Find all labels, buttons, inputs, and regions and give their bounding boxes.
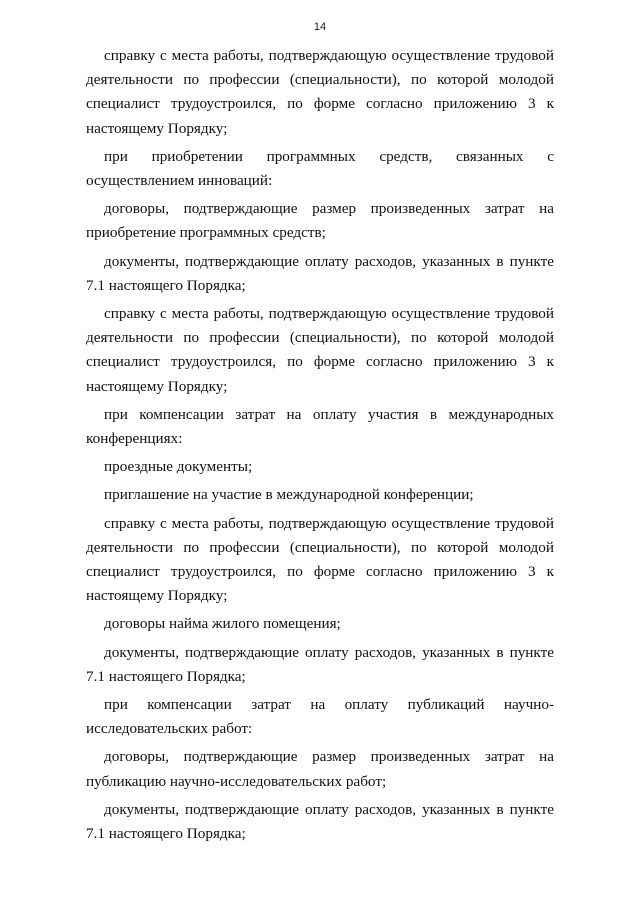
paragraph-payment-documents-1: документы, подтверждающие оплату расходов, указанных в пункте 7.1 настоящего Порядка; — [86, 252, 554, 294]
paragraph-publication-contracts: договоры, подтверждающие размер произведенных затрат на публикацию научно-исследовательских работ; — [86, 748, 554, 790]
paragraph-payment-documents-2: документы, подтверждающие оплату расходов, указанных в пункте 7.1 настоящего Порядка; — [86, 643, 554, 685]
paragraph-publication-heading: при компенсации затрат на оплату публикаций научно-исследовательских работ: — [86, 696, 554, 738]
paragraph-employment-certificate-2: справку с места работы, подтверждающую осуществление трудовой деятельности по профессии (специальности), по которой молодой специалист трудоустроился, по форме согласно приложению 3 к настоящему Порядку; — [86, 305, 554, 395]
paragraph-employment-certificate-1: справку с места работы, подтверждающую осуществление трудовой деятельности по профессии (специальности), по которой молодой специалист трудоустроился, по форме согласно приложению 3 к настоящему Порядку; — [86, 47, 554, 137]
paragraph-employment-certificate-3: справку с места работы, подтверждающую осуществление трудовой деятельности по профессии (специальности), по которой молодой специалист трудоустроился, по форме согласно приложению 3 к настоящему Порядку; — [86, 514, 554, 605]
paragraph-software-contracts: договоры, подтверждающие размер произведенных затрат на приобретение программных средств; — [86, 200, 554, 242]
paragraph-conference-heading: при компенсации затрат на оплату участия в международных конференциях: — [86, 405, 554, 448]
paragraph-payment-documents-3: документы, подтверждающие оплату расходов, указанных в пункте 7.1 настоящего Порядка; — [86, 800, 554, 843]
paragraph-conference-invitation: приглашение на участие в международной конференции; — [104, 486, 474, 504]
document-body — [86, 44, 554, 850]
page-number: 14 — [313, 21, 327, 33]
paragraph-lease-agreements: договоры найма жилого помещения; — [104, 615, 341, 633]
paragraph-travel-documents: проездные документы; — [104, 458, 253, 476]
paragraph-software-purchase-heading: при приобретении программных средств, связанных с осуществлением инноваций: — [86, 147, 554, 190]
